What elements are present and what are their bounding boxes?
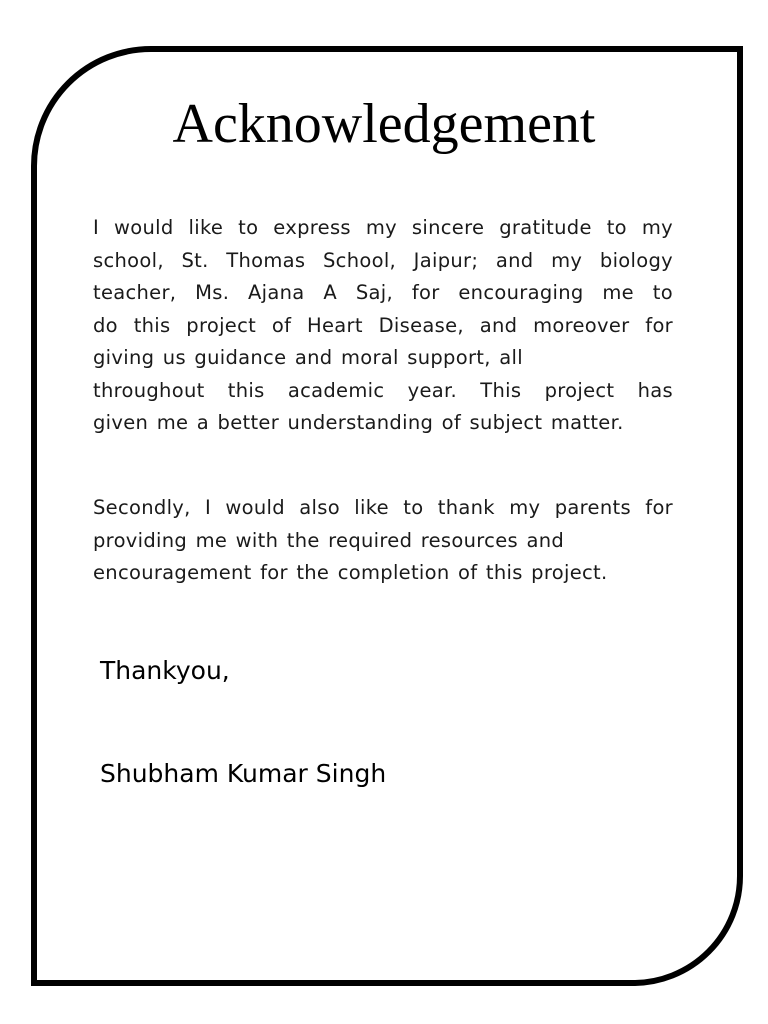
page-title: Acknowledgement	[172, 93, 596, 155]
paragraph-line: school, St. Thomas School, Jaipur; and my biology	[93, 248, 673, 272]
paragraph-line: throughout this academic year. This project has	[93, 378, 673, 402]
paragraph-line: encouragement for the completion of this project.	[93, 561, 608, 584]
acknowledgement-paragraph-1	[93, 212, 673, 440]
paragraph-line: giving us guidance and moral support, all	[93, 346, 523, 369]
paragraph-line: Secondly, I would also like to thank my parents for	[93, 496, 673, 519]
paragraph-line: do this project of Heart Disease, and moreover for	[93, 313, 673, 337]
paragraph-line: given me a better understanding of subject matter.	[93, 411, 624, 434]
paragraph-line: I would like to express my sincere gratitude to my	[93, 216, 673, 239]
acknowledgement-paragraph-2	[93, 492, 673, 590]
closing-text: Thankyou,	[100, 656, 230, 685]
paragraph-line: providing me with the required resources and	[93, 528, 565, 552]
paragraph-line: teacher, Ms. Ajana A Saj, for encouraging me to	[93, 281, 673, 304]
signature-name: Shubham Kumar Singh	[100, 759, 387, 788]
